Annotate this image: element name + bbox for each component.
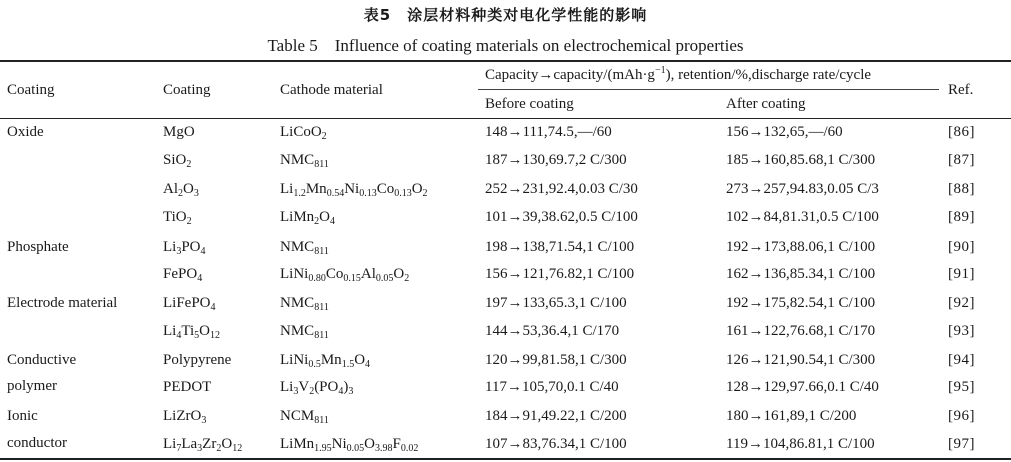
- cell-cathode: $NMC_{811}$: [280, 239, 329, 257]
- cell-before: 156→121,76.82,1 C/100: [485, 266, 635, 282]
- cell-ref: [92]: [948, 295, 975, 311]
- cell-ref: [97]: [948, 436, 975, 452]
- table-title-en: Table 5 Influence of coating materials on electrochemical properties: [267, 36, 744, 55]
- header-capacity-group: [485, 66, 871, 84]
- cell-before: 187→130,69.7,2 C/300: [485, 152, 627, 168]
- cell-after: 162→136,85.34,1 C/100: [726, 266, 876, 282]
- cell-cathode: $LiMn_{1.95}Ni_{0.05}O_{3.98}F_{0.02}$: [280, 436, 419, 454]
- cell-after: 192→175,82.54,1 C/100: [726, 295, 876, 311]
- cell-before: 184→91,49.22,1 C/200: [485, 408, 627, 424]
- cell-before: 144→53,36.4,1 C/170: [485, 323, 620, 339]
- cell-cathode: $LiMn_2O_4$: [280, 209, 336, 227]
- cell-coating: $Al_2O_3$: [163, 181, 199, 199]
- cell-before: 148→111,74.5,—/60: [485, 124, 612, 140]
- cell-coating: $Li_3PO_4$: [163, 239, 206, 257]
- cell-before: 107→83,76.34,1 C/100: [485, 436, 627, 452]
- cell-cathode: $LiNi_{0.5}Mn_{1.5}O_4$: [280, 352, 371, 370]
- cell-cathode: $NCM_{811}$: [280, 408, 329, 426]
- cell-cathode: $NMC_{811}$: [280, 152, 329, 170]
- cell-ref: [88]: [948, 181, 975, 197]
- cell-ref: [87]: [948, 152, 975, 168]
- cell-ref: [89]: [948, 209, 975, 225]
- cell-cathode: $NMC_{811}$: [280, 295, 329, 313]
- header-capacity-prefix: Capacity→capacity/(mAh·g: [485, 67, 655, 83]
- group-label: Conductive: [7, 352, 77, 368]
- cell-cathode: $LiNi_{0.80}Co_{0.15}Al_{0.05}O_2$: [280, 266, 410, 284]
- cell-after: 273→257,94.83,0.05 C/3: [726, 181, 879, 197]
- cell-after: 119→104,86.81,1 C/100: [726, 436, 875, 452]
- header-sub-rule: [478, 89, 939, 90]
- cell-coating: LiFePO$_4$: [163, 295, 216, 313]
- group-label-line2: polymer: [7, 378, 57, 394]
- cell-after: 156→132,65,—/60: [726, 124, 843, 140]
- cell-cathode: $NMC_{811}$: [280, 323, 329, 341]
- group-label: Electrode material: [7, 295, 118, 311]
- cell-coating: $Li_4Ti_5O_{12}$: [163, 323, 220, 341]
- group-label: Phosphate: [7, 239, 69, 255]
- cell-coating: MgO: [163, 124, 195, 140]
- cell-after: 180→161,89,1 C/200: [726, 408, 857, 424]
- bottom-rule: [0, 458, 1011, 460]
- cell-coating: TiO$_2$: [163, 209, 192, 227]
- group-label: Oxide: [7, 124, 44, 140]
- cell-before: 252→231,92.4,0.03 C/30: [485, 181, 638, 197]
- cell-ref: [94]: [948, 352, 975, 368]
- cell-before: 198→138,71.54,1 C/100: [485, 239, 635, 255]
- cell-ref: [90]: [948, 239, 975, 255]
- group-label-line2: conductor: [7, 435, 67, 451]
- table-title-cn: 表5 涂层材料种类对电化学性能的影响: [363, 6, 648, 24]
- cell-coating: PEDOT: [163, 379, 212, 395]
- cell-before: 197→133,65.3,1 C/100: [485, 295, 627, 311]
- cell-ref: [95]: [948, 379, 975, 395]
- cell-ref: [93]: [948, 323, 975, 339]
- cell-cathode: LiCoO$_2$: [280, 124, 327, 142]
- cell-ref: [86]: [948, 124, 975, 140]
- cell-coating: FePO$_4$: [163, 266, 203, 284]
- top-rule: [0, 60, 1011, 62]
- cell-ref: [91]: [948, 266, 975, 282]
- cell-after: 185→160,85.68,1 C/300: [726, 152, 876, 168]
- cell-after: 128→129,97.66,0.1 C/40: [726, 379, 879, 395]
- cell-after: 102→84,81.31,0.5 C/100: [726, 209, 879, 225]
- cell-after: 192→173,88.06,1 C/100: [726, 239, 876, 255]
- header-capacity-sup: −1: [654, 65, 666, 76]
- cell-coating: Polypyrene: [163, 352, 232, 368]
- header-coating: Coating: [163, 82, 211, 98]
- cell-before: 101→39,38.62,0.5 C/100: [485, 209, 638, 225]
- header-cathode: Cathode material: [280, 82, 383, 98]
- group-label: Ionic: [7, 408, 38, 424]
- cell-before: 117→105,70,0.1 C/40: [485, 379, 619, 395]
- cell-cathode: $Li_{1.2}Mn_{0.54}Ni_{0.13}Co_{0.13}O_2$: [280, 181, 428, 199]
- cell-after: 126→121,90.54,1 C/300: [726, 352, 876, 368]
- header-ref: Ref.: [948, 82, 974, 98]
- header-rule: [0, 118, 1011, 119]
- header-capacity-suffix: ), retention/%,discharge rate/cycle: [665, 67, 872, 83]
- cell-coating: LiZrO$_3$: [163, 408, 207, 426]
- cell-cathode: $Li_3V_2(PO_4)_3$: [280, 379, 354, 397]
- header-after: After coating: [726, 96, 806, 112]
- cell-after: 161→122,76.68,1 C/170: [726, 323, 876, 339]
- cell-ref: [96]: [948, 408, 975, 424]
- cell-before: 120→99,81.58,1 C/300: [485, 352, 627, 368]
- cell-coating: $Li_7La_3Zr_2O_{12}$: [163, 436, 243, 454]
- header-before: Before coating: [485, 96, 574, 112]
- header-coating-type: Coating: [7, 82, 55, 98]
- cell-coating: SiO$_2$: [163, 152, 192, 170]
